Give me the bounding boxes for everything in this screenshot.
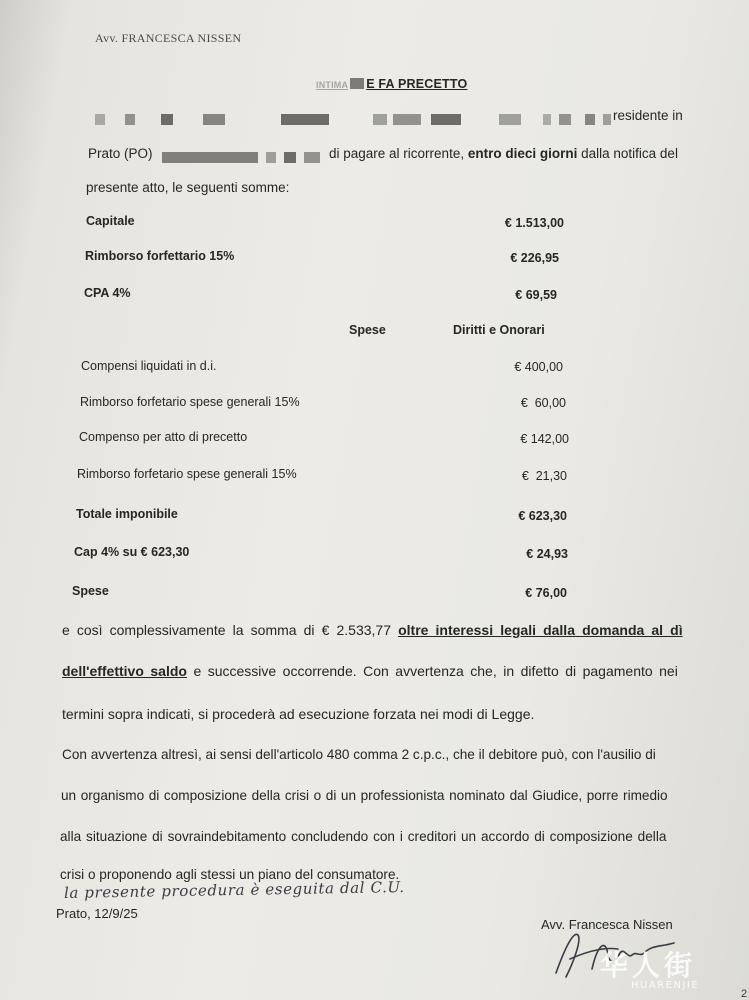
total-value-imponibile: € 623,30: [518, 509, 567, 523]
amount-value-capitale: € 1.513,00: [504, 216, 564, 230]
amount-label-cpa: CPA 4%: [84, 286, 131, 300]
item-value-compenso-precetto: € 142,00: [520, 432, 569, 446]
redacted-address: [162, 152, 322, 163]
total-value-cap: € 24,93: [526, 547, 568, 561]
place-date: Prato, 12/9/25: [56, 906, 138, 921]
intro-line-3: presente atto, le seguenti somme:: [86, 180, 290, 195]
watermark-cn: 华人街: [600, 949, 697, 982]
amount-value-cpa: € 69,59: [515, 288, 557, 302]
heading-text: E FA PRECETTO: [366, 77, 468, 91]
intro-dalla: dalla notifica del: [581, 146, 678, 161]
column-header-diritti: Diritti e Onorari: [453, 323, 545, 337]
heading-prefix: INTIMA: [316, 80, 349, 90]
letterhead: Avv. FRANCESCA NISSEN: [95, 31, 242, 45]
warning-line-3: alla situazione di sovraindebitamento concludendo con i creditori un accordo di composizione della: [60, 829, 667, 844]
item-value-compensi: € 400,00: [514, 360, 563, 374]
amount-label-rimborso: Rimborso forfettario 15%: [85, 249, 235, 263]
redaction-mark: [350, 78, 364, 89]
total-label-cap: Cap 4% su € 623,30: [74, 545, 190, 559]
warning-line-2: un organismo di composizione della crisi o di un professionista nominato dal Giudice, porre rimedio: [61, 788, 668, 803]
total-label-spese: Spese: [72, 584, 109, 598]
summary-total: e così complessivamente la somma di € 2.533,77: [62, 622, 391, 638]
amount-label-capitale: Capitale: [86, 214, 135, 228]
watermark-en: HUARENJIE: [631, 980, 700, 991]
item-label-compensi: Compensi liquidati in d.i.: [81, 359, 217, 373]
signatory-name: Avv. Francesca Nissen: [541, 917, 673, 932]
item-label-rimborso-2: Rimborso forfetario spese generali 15%: [77, 467, 297, 481]
summary-avvertenza: e successive occorrende. Con avvertenza che, in difetto di pagamento nei: [193, 663, 678, 679]
item-value-rimborso-1: € 60,00: [520, 396, 566, 410]
item-label-rimborso-1: Rimborso forfetario spese generali 15%: [80, 395, 300, 409]
intro-entro: entro dieci giorni: [467, 146, 578, 161]
intro-pagare: di pagare al ricorrente,: [329, 146, 465, 161]
item-label-compenso-precetto: Compenso per atto di precetto: [79, 430, 248, 444]
page-number: 2: [741, 988, 748, 1000]
summary-interessi: oltre interessi legali dalla domanda al dì: [398, 622, 683, 638]
total-value-spese: € 76,00: [525, 586, 567, 600]
summary-line-3: termini sopra indicati, si procederà ad esecuzione forzata nei modi di Legge.: [62, 706, 535, 722]
prato-text: Prato (PO): [88, 146, 153, 161]
summary-line-2: [62, 661, 678, 681]
summary-saldo: dell'effettivo saldo: [62, 663, 187, 679]
column-header-spese: Spese: [349, 323, 386, 337]
amount-value-rimborso: € 226,95: [510, 251, 559, 265]
warning-line-4: crisi o proponendo agli stessi un piano del consumatore.: [60, 867, 400, 882]
residente-text: residente in: [613, 108, 683, 123]
intro-line-2: [329, 146, 678, 161]
warning-line-1: Con avvertenza altresì, ai sensi dell'articolo 480 comma 2 c.p.c., che il debitore può, con l'ausilio di: [62, 747, 656, 762]
summary-line-1: [62, 620, 683, 640]
handwritten-note: la presente procedura è eseguita dal C.U.: [63, 878, 405, 902]
document-heading: [316, 77, 467, 91]
total-label-imponibile: Totale imponibile: [76, 507, 178, 521]
item-value-rimborso-2: € 21,30: [521, 469, 567, 483]
redacted-debtor-name: [95, 114, 615, 125]
